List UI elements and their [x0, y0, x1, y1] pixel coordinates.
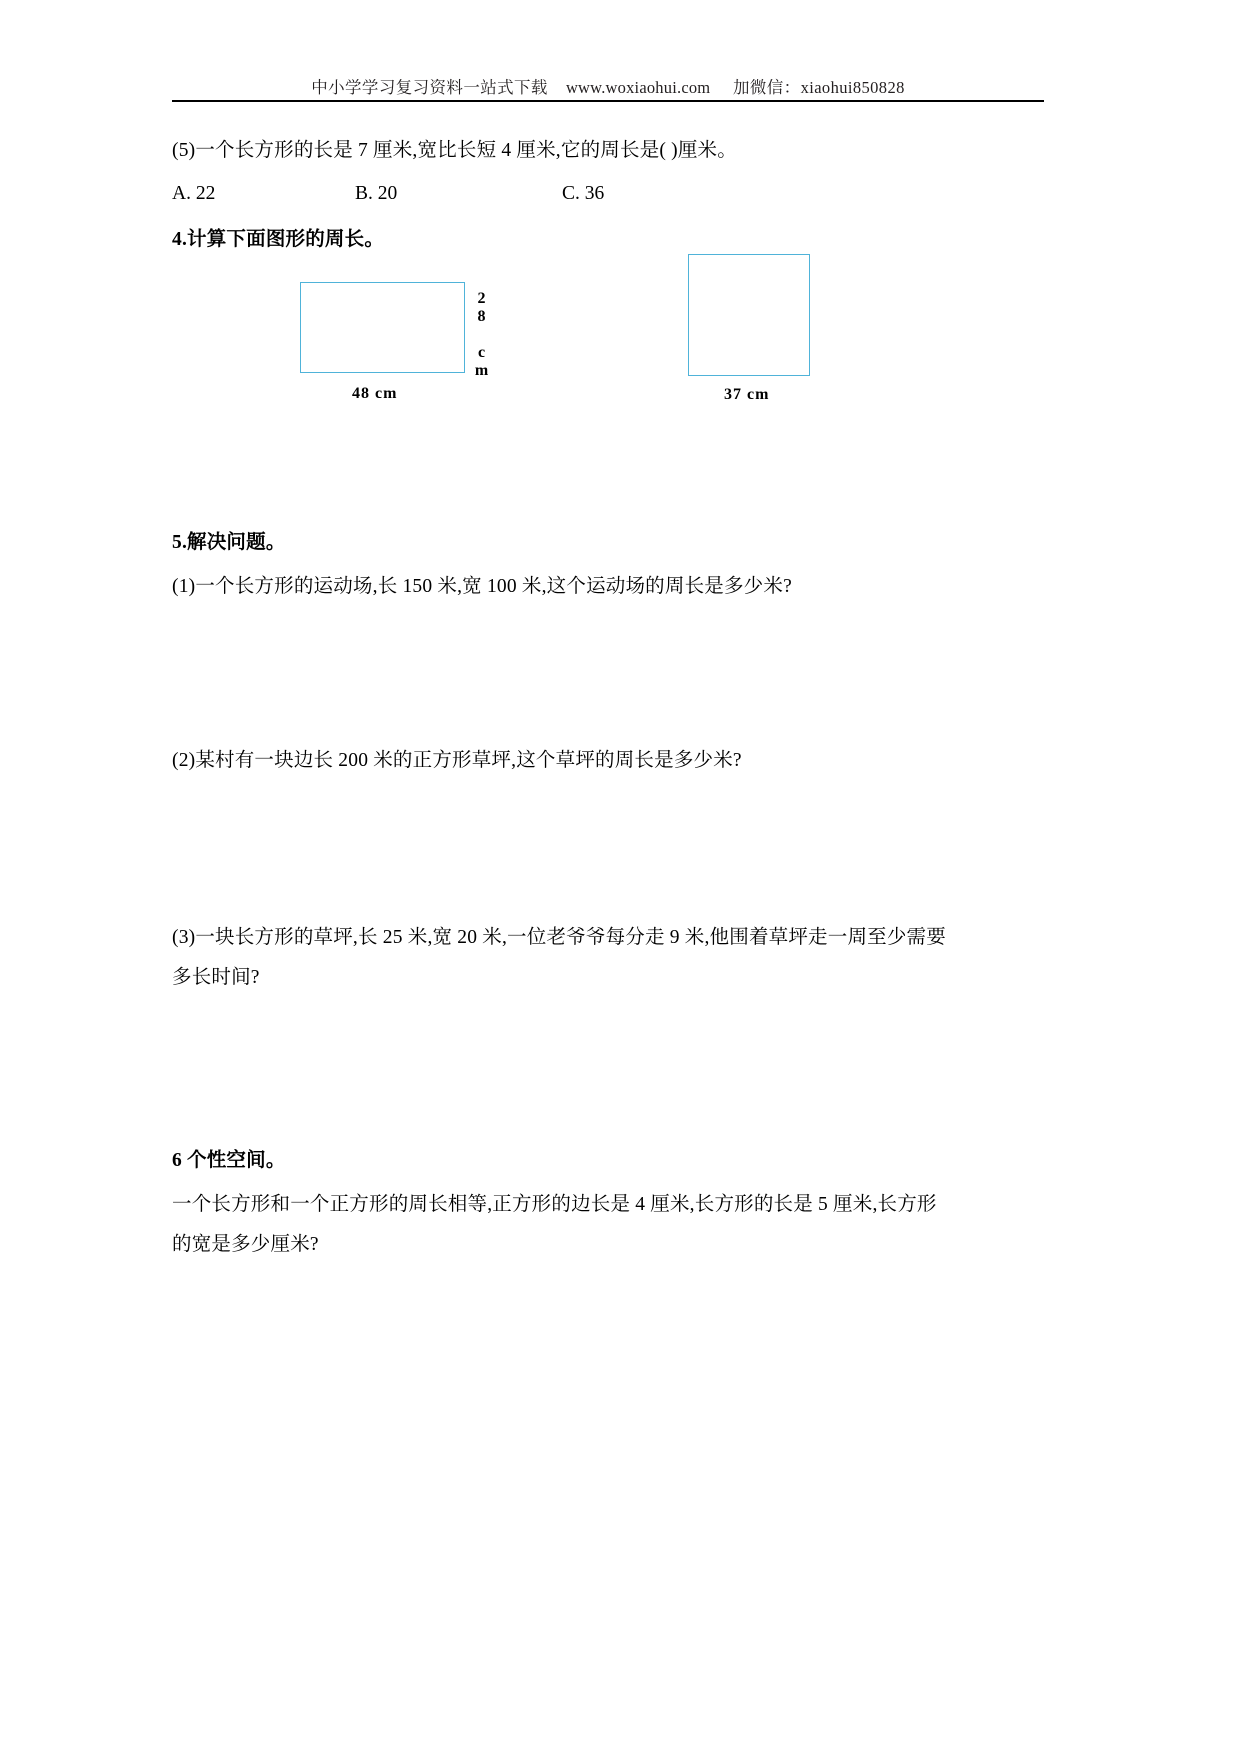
question-6-title: 6 个性空间。	[172, 1150, 286, 1171]
header-title: 中小学学习复习资料一站式下载	[311, 78, 548, 97]
choice-a[interactable]: A. 22	[172, 183, 216, 204]
figures-area	[172, 250, 1044, 430]
choice-c[interactable]: C. 36	[562, 183, 605, 204]
question-5-title: 5.解决问题。	[172, 532, 286, 553]
page-header	[172, 74, 1044, 98]
header-line	[172, 74, 1044, 98]
rectangle-shape	[300, 282, 465, 373]
question-5-2: (2)某村有一块边长 200 米的正方形草坪,这个草坪的周长是多少米?	[172, 750, 742, 771]
header-divider	[172, 100, 1044, 102]
header-website: www.woxiaohui.com	[565, 78, 711, 97]
question-3-5: (5)一个长方形的长是 7 厘米,宽比长短 4 厘米,它的周长是( )厘米。	[172, 140, 737, 161]
choice-b[interactable]: B. 20	[355, 183, 398, 204]
rectangle-width-label: 48 cm	[352, 385, 398, 402]
question-4-title: 4.计算下面图形的周长。	[172, 229, 385, 250]
question-5-3: (3)一块长方形的草坪,长 25 米,宽 20 米,一位老爷爷每分走 9 米,他围着草坪走一周至少需要多长时间?	[172, 927, 946, 988]
square-side-label: 37 cm	[724, 386, 770, 403]
square-shape	[688, 254, 810, 376]
question-6-body: 一个长方形和一个正方形的周长相等,正方形的边长是 4 厘米,长方形的长是 5 厘米,长方形的宽是多少厘米?	[172, 1194, 937, 1255]
question-5-1: (1)一个长方形的运动场,长 150 米,宽 100 米,这个运动场的周长是多少米?	[172, 576, 792, 597]
rectangle-height-label: 28 cm	[473, 290, 490, 380]
header-wechat: 加微信：xiaohui850828	[732, 78, 905, 97]
